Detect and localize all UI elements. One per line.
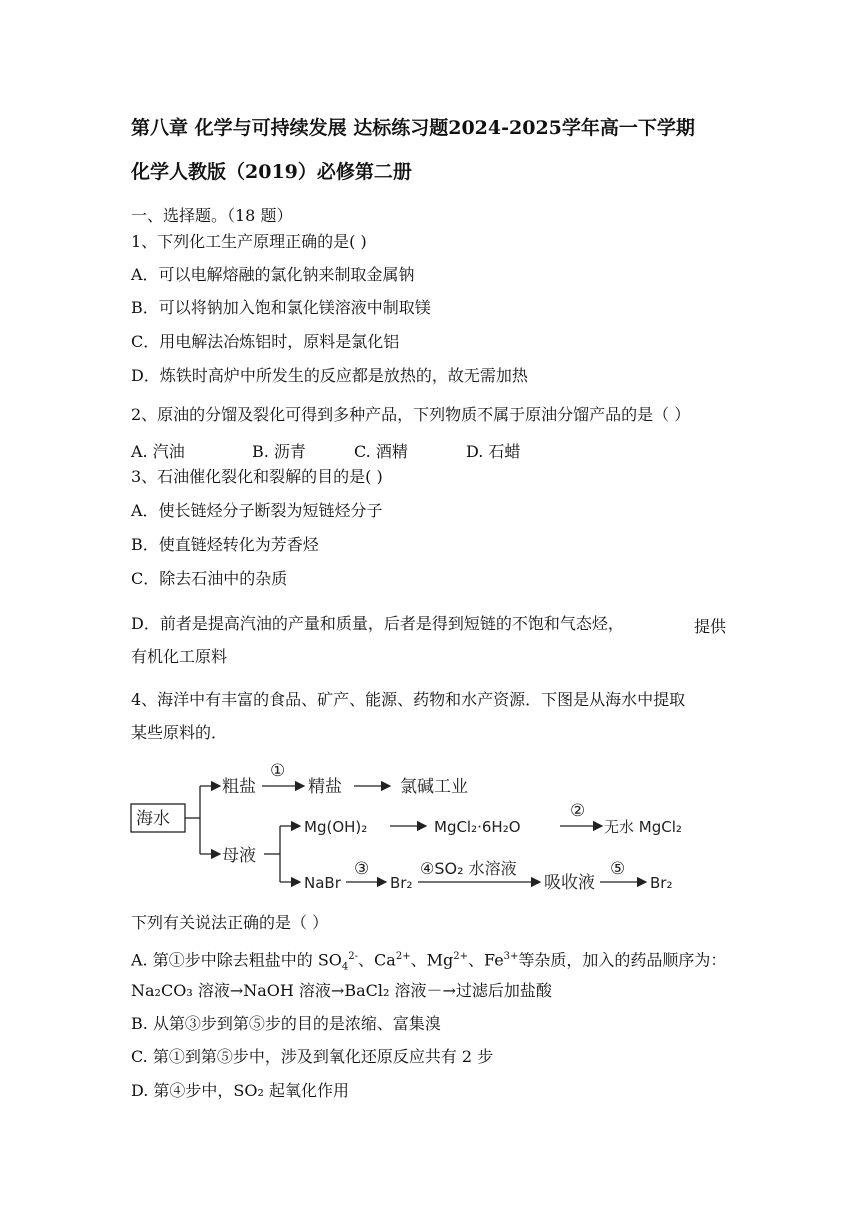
- q4-option-c: C. 第①到第⑤步中，涉及到氧化还原反应共有 2 步: [131, 1047, 494, 1066]
- q4-option-d: D. 第④步中，SO₂ 起氧化作用: [131, 1081, 350, 1100]
- q3-option-c: C．除去石油中的杂质: [131, 569, 288, 588]
- q1-option-b: B．可以将钠加入饱和氯化镁溶液中制取镁: [131, 298, 431, 317]
- step1-label: ①: [270, 761, 286, 781]
- q1-stem: 1、下列化工生产原理正确的是( ): [131, 232, 367, 251]
- q3-option-d-line1-end: 提供: [694, 617, 727, 636]
- br2-first-label: Br₂: [390, 874, 413, 892]
- mgcl2-hydrate-label: MgCl₂·6H₂O: [434, 818, 521, 836]
- br2-second-label: Br₂: [650, 874, 673, 892]
- mother-liquor-label: 母液: [222, 846, 256, 866]
- absorb-liquid-label: 吸收液: [544, 873, 595, 893]
- q4-a-text-pre: A. 第①步中除去粗盐中的 SO: [131, 950, 342, 970]
- q2-stem: 2、原油的分馏及裂化可得到多种产品，下列物质不属于原油分馏产品的是（ ）: [131, 405, 691, 424]
- q1-option-c: C．用电解法冶炼铝时，原料是氯化铝: [131, 332, 400, 351]
- q2-option-b: B. 沥青: [252, 442, 306, 461]
- seawater-label: 海水: [136, 809, 170, 829]
- q4-a-sup3: 2+: [453, 951, 468, 962]
- q3-option-b: B．使直链烃转化为芳香烃: [131, 535, 319, 554]
- q4-a-sup4: 3+: [503, 951, 519, 962]
- q4-option-b: B. 从第③步到第⑤步的目的是浓缩、富集溴: [131, 1014, 441, 1033]
- step3-label: ③: [354, 859, 370, 879]
- q2-option-d: D. 石蜡: [466, 442, 521, 461]
- step2-label: ②: [570, 801, 586, 821]
- q4-a-text-mid3: 、Fe: [467, 950, 504, 970]
- q1-option-a: A．可以电解熔融的氯化钠来制取金属钠: [131, 265, 415, 284]
- q4-a-text-mid2: 、Mg: [410, 950, 454, 970]
- seawater-extraction-flowchart: [128, 756, 718, 898]
- refined-salt-label: 精盐: [308, 777, 342, 797]
- section-heading: 一、选择题。（18 题）: [131, 206, 293, 225]
- chlor-alkali-label: 氯碱工业: [400, 777, 468, 797]
- q4-a-sup1: 2-: [348, 951, 359, 962]
- anhydrous-mgcl2-label: 无水 MgCl₂: [604, 818, 682, 836]
- q4-a-sup2: 2+: [395, 951, 411, 962]
- mgoh2-label: Mg(OH)₂: [304, 818, 368, 836]
- q3-option-a: A．使长链烃分子断裂为短链烃分子: [131, 501, 383, 520]
- q4-option-a-line1: [131, 947, 726, 978]
- doc-title-line2: 化学人教版（2019）必修第二册: [131, 161, 412, 183]
- q3-option-d-line2: 有机化工原料: [131, 647, 228, 666]
- nabr-label: NaBr: [304, 874, 341, 892]
- q1-option-d: D．炼铁时高炉中所发生的反应都是放热的，故无需加热: [131, 366, 528, 385]
- q4-stem-line2: 某些原料的．: [131, 723, 228, 742]
- q4-a-text-post: 等杂质，加入的药品顺序为：: [518, 950, 727, 970]
- step4-label: ④SO₂ 水溶液: [420, 859, 517, 878]
- q2-option-c: C. 酒精: [354, 442, 408, 461]
- q4-ask: 下列有关说法正确的是（ ）: [131, 913, 329, 932]
- q3-option-d-line1: D．前者是提高汽油的产量和质量，后者是得到短链的不饱和气态烃，: [131, 614, 624, 633]
- q2-option-a: A. 汽油: [131, 442, 185, 461]
- q4-a-text-mid1: 、Ca: [358, 950, 396, 970]
- q4-stem-line1: 4、海洋中有丰富的食品、矿产、能源、药物和水产资源．下图是从海水中提取: [131, 690, 686, 709]
- q3-stem: 3、石油催化裂化和裂解的目的是( ): [131, 467, 383, 486]
- crude-salt-label: 粗盐: [222, 777, 256, 797]
- doc-title-line1: 第八章 化学与可持续发展 达标练习题2024-2025学年高一下学期: [131, 117, 695, 139]
- q4-option-a-line2: Na₂CO₃ 溶液→NaOH 溶液→BaCl₂ 溶液－→过滤后加盐酸: [131, 981, 552, 1000]
- q4-a-sub: 4: [341, 961, 349, 973]
- step5-label: ⑤: [610, 859, 626, 879]
